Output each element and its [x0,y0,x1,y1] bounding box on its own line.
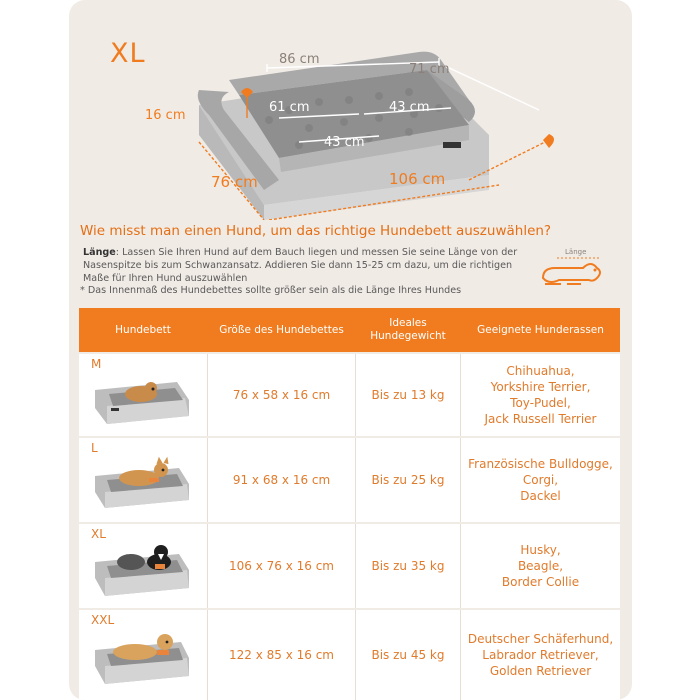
dog-length-label: Länge [565,248,587,256]
inner-size-note: * Das Innenmaß des Hundebettes sollte größer sein als die Länge Ihres Hundes [80,285,462,296]
row-dimensions: 106 x 76 x 16 cm [228,559,334,573]
header-size: Größe des Hundebettes [219,323,344,336]
bed-xl-thumbnail [89,542,195,602]
table-row [79,354,620,436]
dim-inner-width: 43 cm [389,100,430,115]
table-row [79,524,620,608]
header-bed: Hundebett [115,323,171,336]
dim-total-length: 106 cm [389,170,446,188]
dim-height: 16 cm [145,108,186,123]
row-size-label: XXL [91,613,115,627]
size-title: XL [110,38,146,69]
row-breeds: Französische Bulldogge, Corgi, Dackel [468,457,613,503]
row-weight: Bis zu 25 kg [371,473,445,487]
row-weight: Bis zu 45 kg [371,648,445,662]
row-dimensions: 76 x 58 x 16 cm [232,388,331,402]
row-weight: Bis zu 13 kg [371,388,445,402]
bed-m-thumbnail [89,370,195,430]
row-size-label: L [91,441,98,455]
dim-outer-width: 71 cm [409,62,450,77]
dim-inner-front: 43 cm [324,135,365,150]
bed-illustration [169,30,589,220]
row-dimensions: 122 x 85 x 16 cm [228,648,334,662]
row-breeds: Deutscher Schäferhund, Labrador Retriever, Golden Retriever [467,632,614,678]
row-dimensions: 91 x 68 x 16 cm [232,473,331,487]
length-label: Länge [83,247,116,258]
row-weight: Bis zu 35 kg [371,559,445,573]
header-weight: Ideales Hundegewicht [370,317,446,342]
measure-question: Wie misst man einen Hund, um das richtige Hundebett auszuwählen? [80,223,552,239]
dim-inner-length: 61 cm [269,100,310,115]
table-row [79,610,620,700]
length-text: : Lassen Sie Ihren Hund auf dem Bauch liegen und messen Sie seine Länge von der Nasenspitze bis zum Schwanzansatz. Addieren Sie dann 15-25 cm dazu, um die richtigen Maße für Ihren Hund auszuwählen [83,247,518,284]
bed-l-thumbnail [89,454,195,514]
measure-instructions [83,246,523,285]
dim-outer-length: 86 cm [279,52,320,67]
row-size-label: XL [91,527,106,541]
dim-total-depth: 76 cm [211,173,258,191]
table-row [79,438,620,522]
product-info-card [69,0,632,700]
header-breeds: Geeignete Hunderassen [477,323,604,336]
table-header [79,308,620,352]
row-size-label: M [91,357,102,371]
row-breeds: Husky, Beagle, Border Collie [501,543,580,589]
bed-xxl-thumbnail [89,628,195,690]
row-breeds: Chihuahua, Yorkshire Terrier, Toy-Pudel, Jack Russell Terrier [484,364,597,426]
